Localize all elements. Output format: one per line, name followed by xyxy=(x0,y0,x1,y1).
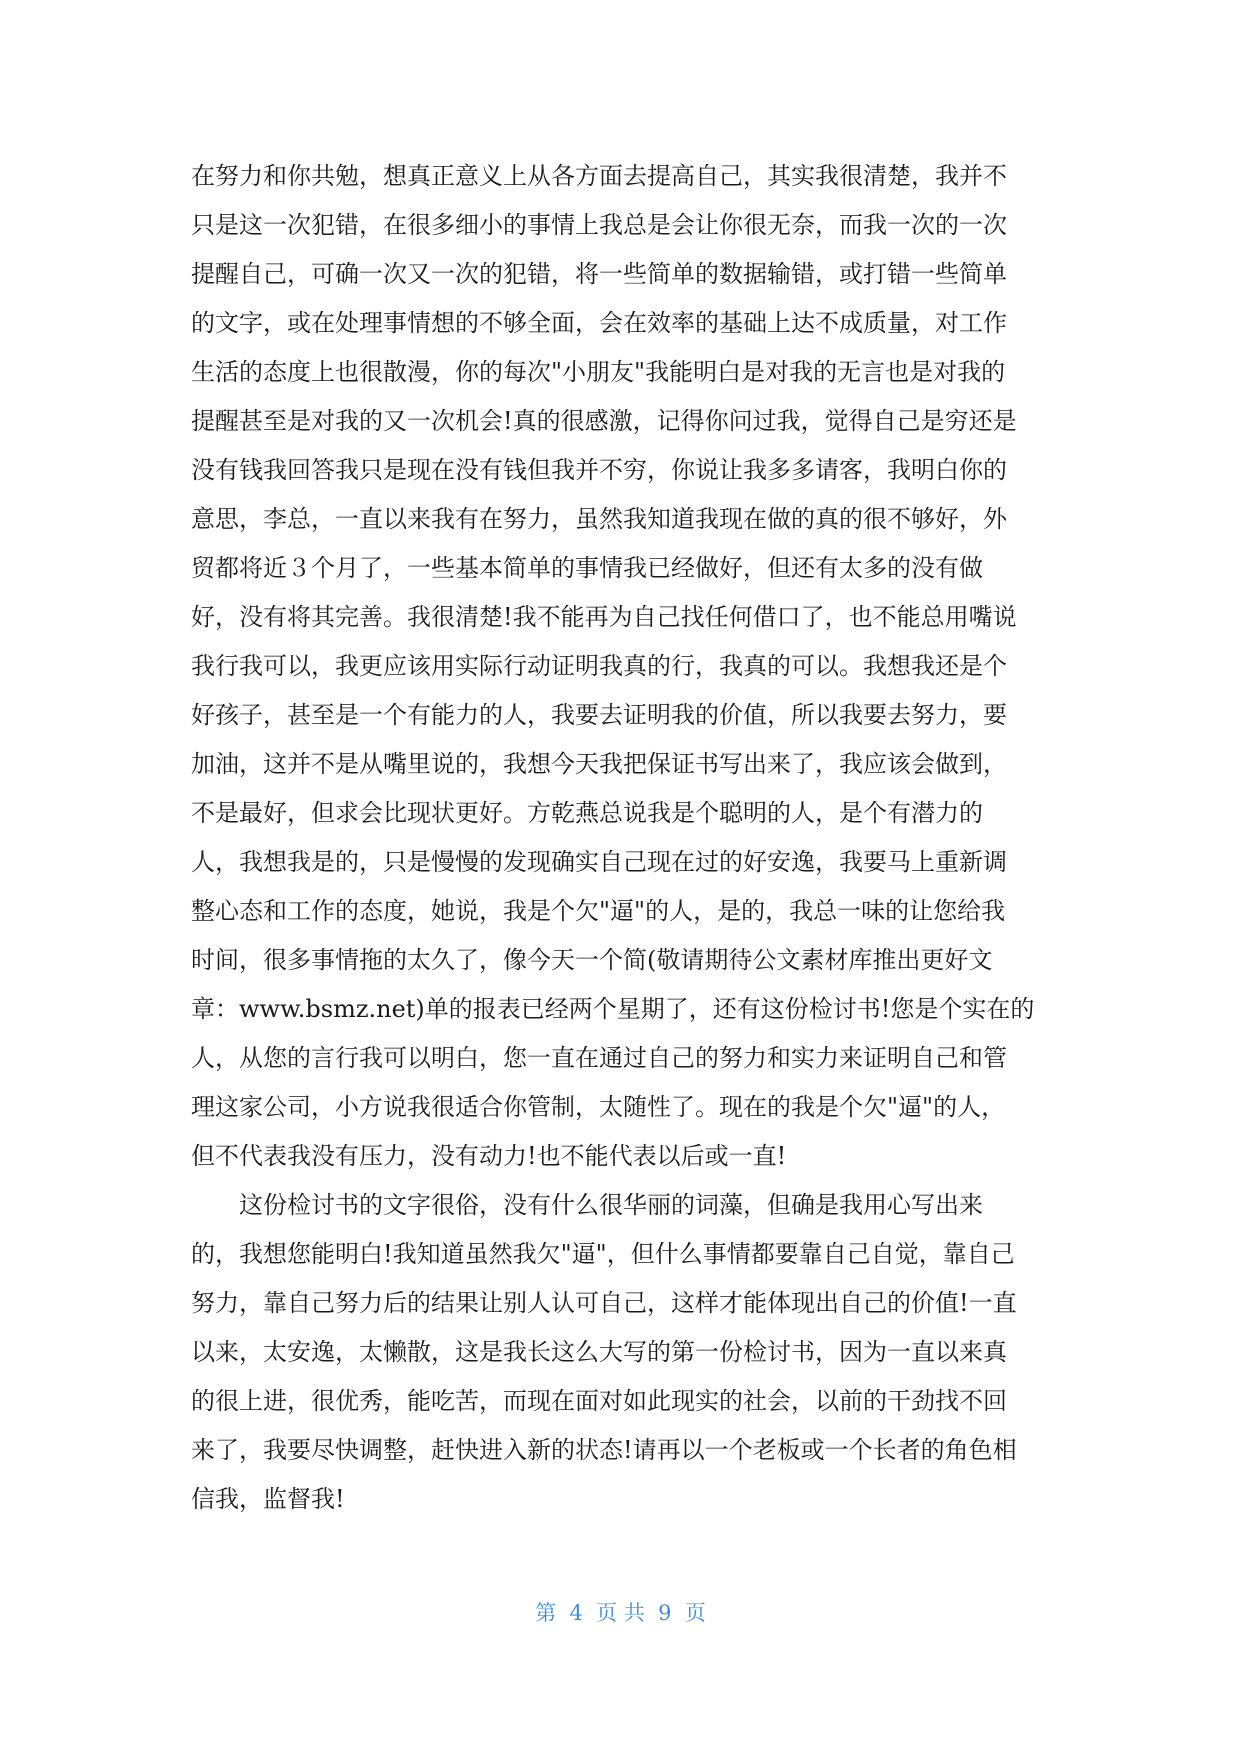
text-line: 好，没有将其完善。我很清楚!我不能再为自己找任何借口了，也不能总用嘴说 xyxy=(191,603,1017,631)
text-line: 好孩子，甚至是一个有能力的人，我要去证明我的价值，所以我要去努力，要 xyxy=(191,701,1007,729)
text-line: 的文字，或在处理事情想的不够全面，会在效率的基础上达不成质量，对工作 xyxy=(191,309,1007,337)
text-line: 提醒自己，可确一次又一次的犯错，将一些简单的数据输错，或打错一些简单 xyxy=(191,260,1007,288)
text-line: 以来，太安逸，太懒散，这是我长这么大写的第一份检讨书，因为一直以来真 xyxy=(191,1338,1007,1366)
text-line: 但不代表我没有压力，没有动力!也不能代表以后或一直! xyxy=(191,1142,787,1170)
text-line: 加油，这并不是从嘴里说的，我想今天我把保证书写出来了，我应该会做到， xyxy=(191,750,1007,778)
text-line: 章：www.bsmz.net)单的报表已经两个星期了，还有这份检讨书!您是个实在的 xyxy=(191,995,1035,1023)
text-line: 努力，靠自己努力后的结果让别人认可自己，这样才能体现出自己的价值!一直 xyxy=(191,1289,1017,1317)
text-line: 提醒甚至是对我的又一次机会!真的很感激，记得你问过我，觉得自己是穷还是 xyxy=(191,407,1017,435)
text-line: 这份检讨书的文字很俗，没有什么很华丽的词藻，但确是我用心写出来 xyxy=(239,1191,983,1219)
text-line: 来了，我要尽快调整，赶快进入新的状态!请再以一个老板或一个长者的角色相 xyxy=(191,1436,1017,1464)
text-line: 的，我想您能明白!我知道虽然我欠"逼"，但什么事情都要靠自己自觉，靠自己 xyxy=(191,1240,1015,1268)
text-line: 的很上进，很优秀，能吃苦，而现在面对如此现实的社会，以前的干劲找不回 xyxy=(191,1387,1007,1415)
text-line: 我行我可以，我更应该用实际行动证明我真的行，我真的可以。我想我还是个 xyxy=(191,652,1007,680)
text-line: 人，我想我是的，只是慢慢的发现确实自己现在过的好安逸，我要马上重新调 xyxy=(191,848,1007,876)
text-line: 意思，李总，一直以来我有在努力，虽然我知道我现在做的真的很不够好，外 xyxy=(191,505,1007,533)
page-number-footer: 第 4 页 共 9 页 xyxy=(535,1601,706,1625)
text-line: 贸都将近３个月了，一些基本简单的事情我已经做好，但还有太多的没有做 xyxy=(191,554,983,582)
text-line: 在努力和你共勉，想真正意义上从各方面去提高自己，其实我很清楚，我并不 xyxy=(191,162,1007,190)
text-line: 不是最好，但求会比现状更好。方乾燕总说我是个聪明的人，是个有潜力的 xyxy=(191,799,983,827)
text-line: 信我，监督我! xyxy=(191,1485,345,1513)
text-line: 理这家公司，小方说我很适合你管制，太随性了。现在的我是个欠"逼"的人， xyxy=(191,1093,1006,1121)
text-line: 人，从您的言行我可以明白，您一直在通过自己的努力和实力来证明自己和管 xyxy=(191,1044,1007,1072)
document-body xyxy=(191,152,1051,1524)
text-line: 时间，很多事情拖的太久了，像今天一个简(敬请期待公文素材库推出更好文 xyxy=(191,946,993,974)
text-line: 没有钱我回答我只是现在没有钱但我并不穷，你说让我多多请客，我明白你的 xyxy=(191,456,1007,484)
text-line: 整心态和工作的态度，她说，我是个欠"逼"的人，是的，我总一味的让您给我 xyxy=(191,897,1006,925)
text-line: 只是这一次犯错，在很多细小的事情上我总是会让你很无奈，而我一次的一次 xyxy=(191,211,1007,239)
text-line: 生活的态度上也很散漫，你的每次"小朋友"我能明白是对我的无言也是对我的 xyxy=(191,358,1006,386)
